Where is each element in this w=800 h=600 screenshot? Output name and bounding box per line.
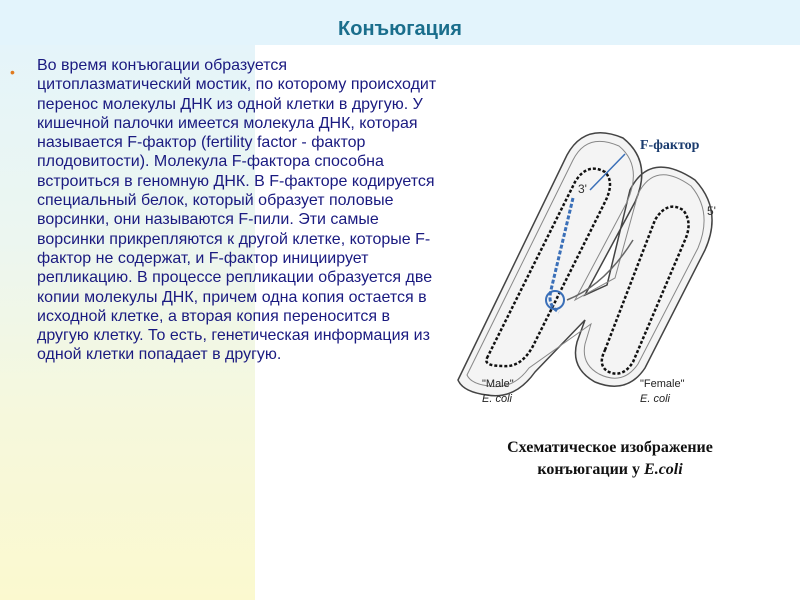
male-label [482, 377, 514, 407]
female-label [640, 377, 685, 407]
f-factor-label: F-фактор [640, 138, 700, 153]
end-5-label: 5' [707, 204, 716, 218]
caption-species: E.coli [644, 461, 683, 478]
slide-title: Конъюгация [0, 0, 800, 45]
figure-caption [460, 437, 760, 481]
caption-line-1: Схематическое изображение [507, 439, 713, 456]
female-species: E. coli [640, 393, 670, 405]
female-label-text: "Female" [640, 378, 685, 390]
caption-line-2 [460, 459, 760, 481]
end-3-label: 3' [578, 182, 587, 196]
body-paragraph: Во время конъюгации образуется цитоплазматический мостик, по которому происходит перенос молекулы ДНК из одной клетки в другую. У кишечной палочки имеется молекула ДНК, которая называется F-фактор (fertility factor - фактор плодовитости). Молекула F-фактора способна встроиться в геномную ДНК. В F-факторе кодируется специальный белок, который образует половые ворсинки, они называются F-пили. Эти самые ворсинки прикрепляются к другой клетке, которые F-фактор не содержат, и F-фактор инициирует репликацию. В процессе репликации образуется две копии молекулы ДНК, причем одна копия остается в исходной клетке, а вторая копия переносится в другую клетку. То есть, генетическая информация из одной клетки попадает в другую. [37, 57, 437, 364]
caption-line-2-text: конъюгации у [537, 461, 645, 478]
bullet-marker: • [10, 64, 15, 80]
male-species: E. coli [482, 393, 512, 405]
male-label-text: "Male" [482, 378, 514, 390]
